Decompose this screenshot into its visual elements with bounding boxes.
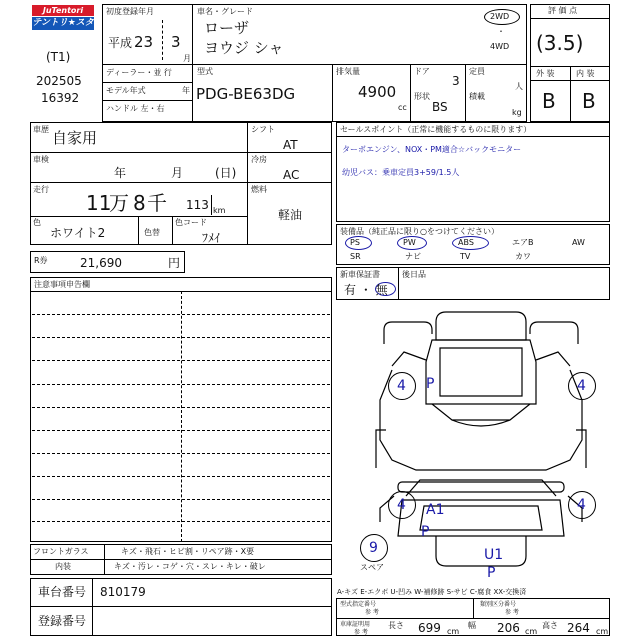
drive-4wd: 4WD xyxy=(490,42,510,51)
trip-label: 後日品 xyxy=(402,270,426,279)
shape-value: BS xyxy=(432,100,448,114)
height-value: 264 xyxy=(567,621,590,635)
model-ref-note: 参 考 xyxy=(365,609,379,616)
car-grade: ヨウジ シャ xyxy=(204,39,284,57)
model-ref-label: 型式指定番号 xyxy=(340,601,377,608)
class-note: 参 考 xyxy=(505,609,519,616)
model-year-label: モデル年式 xyxy=(106,86,146,95)
grade-label: 評 価 点 xyxy=(548,6,578,15)
equip-abs: ABS xyxy=(458,238,474,247)
length-value: 699 xyxy=(418,621,441,635)
equip-sr: SR xyxy=(350,252,361,261)
lot-number: 16392 xyxy=(41,91,80,105)
reg-month: 3 xyxy=(171,33,181,51)
mileage-sen-unit: 千 xyxy=(147,191,167,215)
chassis-label: 車台番号 xyxy=(38,585,87,599)
damage-mark-6: P xyxy=(421,524,430,540)
damage-mark-4: 4 xyxy=(397,497,406,513)
usage-label: 車歴 xyxy=(33,125,49,134)
color-change-label: 色替 xyxy=(144,228,160,237)
mileage-label: 走行 xyxy=(33,185,49,194)
damage-mark-3: 4 xyxy=(577,378,586,394)
equip-airbag: エアB xyxy=(512,238,534,247)
drive-2wd: 2WD xyxy=(490,12,510,21)
brand-logo-top: JuTentori xyxy=(32,5,94,16)
equip-tv: TV xyxy=(460,252,471,261)
car-name-label: 車名・グレード xyxy=(197,7,253,16)
color-code-label: 色コード xyxy=(175,218,207,227)
shaken-year-unit: 年 xyxy=(114,166,127,180)
int-label: 内 装 xyxy=(576,69,595,78)
damage-mark-8: 9 xyxy=(369,540,378,556)
sales-point-line2: 幼児バス：乗車定員3+59/1.5人 xyxy=(342,168,460,177)
lot-code: (T1) xyxy=(46,50,71,64)
model-year-unit: 年 xyxy=(182,86,190,95)
ac-label: 冷房 xyxy=(251,155,267,164)
shaken-label: 車検 xyxy=(33,155,49,164)
shape-label: 形状 xyxy=(414,92,430,101)
shift-label: シフト xyxy=(251,125,275,134)
notes-label: 注意事項申告欄 xyxy=(34,280,90,289)
load-unit: kg xyxy=(512,108,522,117)
km-unit: km xyxy=(213,206,226,215)
fuel-value: 軽油 xyxy=(278,208,303,222)
mileage-man-unit: 万 xyxy=(109,191,129,215)
door-value: 3 xyxy=(452,74,460,88)
capacity-unit: 人 xyxy=(515,82,523,91)
car-name: ローザ xyxy=(204,19,250,37)
usage-value: 自家用 xyxy=(52,129,98,147)
color-value: ホワイト2 xyxy=(50,226,106,240)
width-label: 幅 xyxy=(468,621,476,630)
ac-value: AC xyxy=(283,168,300,182)
damage-mark-2: P xyxy=(426,376,435,392)
dealer-label: ディーラー・並 行 xyxy=(106,68,172,77)
width-value: 206 xyxy=(497,621,520,635)
front-glass-label: フロントガラス xyxy=(33,547,89,556)
ext-grade: B xyxy=(542,89,556,113)
mileage-sen: 8 xyxy=(133,191,146,215)
warranty-value: 有 ・ 無 xyxy=(344,283,388,297)
warranty-label: 新車保証書 xyxy=(340,270,380,279)
shaken-day-unit: (日) xyxy=(215,166,237,180)
drive-dot: ・ xyxy=(497,27,505,36)
damage-mark-1: 4 xyxy=(397,378,406,394)
type-value: PDG-BE63DG xyxy=(196,85,296,103)
first-reg-label: 初度登録年月 xyxy=(106,7,154,16)
equip-navi: ナビ xyxy=(405,252,421,261)
interior-value: キズ・汚レ・コゲ・穴・スレ・キレ・破レ xyxy=(114,562,266,571)
mileage-rest: 113 xyxy=(186,198,209,212)
height-label: 高さ xyxy=(542,621,558,630)
damage-mark-7: 4 xyxy=(577,497,586,513)
equipment-label: 装備品（純正品に限り○をつけてください） xyxy=(340,227,499,236)
width-unit: cm xyxy=(525,627,538,636)
spare-label: スペア xyxy=(360,563,384,572)
length-label: 長さ xyxy=(388,621,404,630)
brand-logo-bottom: テントリ★スター xyxy=(32,18,94,41)
front-glass-value: キズ・飛石・ヒビ割・リペア跡・X要 xyxy=(121,547,255,556)
damage-mark-5: A1 xyxy=(426,502,445,518)
length-unit: cm xyxy=(447,627,460,636)
mileage-man: 11 xyxy=(86,191,112,215)
recycle-value: 21,690 xyxy=(80,256,122,270)
grade-score: (3.5) xyxy=(536,31,584,55)
type-label: 型式 xyxy=(197,67,213,76)
equip-aw: AW xyxy=(572,238,585,247)
damage-mark-9: U1 xyxy=(484,547,504,563)
damage-mark-10: P xyxy=(487,565,496,581)
color-label: 色 xyxy=(33,218,41,227)
chassis-value: 810179 xyxy=(100,585,146,599)
ext-label: 外 装 xyxy=(536,69,555,78)
cc-unit: cc xyxy=(398,103,407,112)
equip-ps: PS xyxy=(350,238,360,247)
recycle-label: R券 xyxy=(34,256,48,265)
int-grade: B xyxy=(582,89,596,113)
cert-note: 参 考 xyxy=(354,629,368,636)
damage-legend: A-キズ E-エクボ U-凹み W-補修跡 S-サビ C-腐食 XX-交換済 xyxy=(337,588,527,596)
equip-leather: カワ xyxy=(515,252,531,261)
cert-label: 車庫証明用 xyxy=(340,621,371,628)
recycle-unit: 円 xyxy=(168,256,181,270)
sales-point-label: セールスポイント（正常に機能するものに限ります） xyxy=(340,125,532,134)
class-label: 類別区分番号 xyxy=(480,601,517,608)
shaken-month-unit: 月 xyxy=(171,166,184,180)
displacement-value: 4900 xyxy=(358,83,397,101)
reg-month-unit: 月 xyxy=(183,54,191,63)
reg-era: 平成 xyxy=(108,36,133,50)
sales-point-line1: ターボエンジン、NOX・PM適合☆バックモニター xyxy=(342,145,522,154)
lot-date: 202505 xyxy=(36,74,82,88)
interior-label: 内装 xyxy=(55,562,71,571)
color-code-value: ﾌﾒｲ xyxy=(202,231,221,245)
load-label: 積載 xyxy=(469,92,485,101)
shift-value: AT xyxy=(283,138,298,152)
equip-pw: PW xyxy=(403,238,416,247)
height-unit: cm xyxy=(596,627,609,636)
registration-label: 登録番号 xyxy=(38,614,87,628)
capacity-label: 定員 xyxy=(469,67,485,76)
header-frame xyxy=(102,4,527,122)
fuel-label: 燃料 xyxy=(251,185,267,194)
door-label: ドア xyxy=(414,67,430,76)
displacement-label: 排気量 xyxy=(336,67,360,76)
bus-diagram xyxy=(336,300,610,572)
handle-label: ハンドル 左・右 xyxy=(106,104,165,113)
reg-year: 23 xyxy=(134,33,154,51)
